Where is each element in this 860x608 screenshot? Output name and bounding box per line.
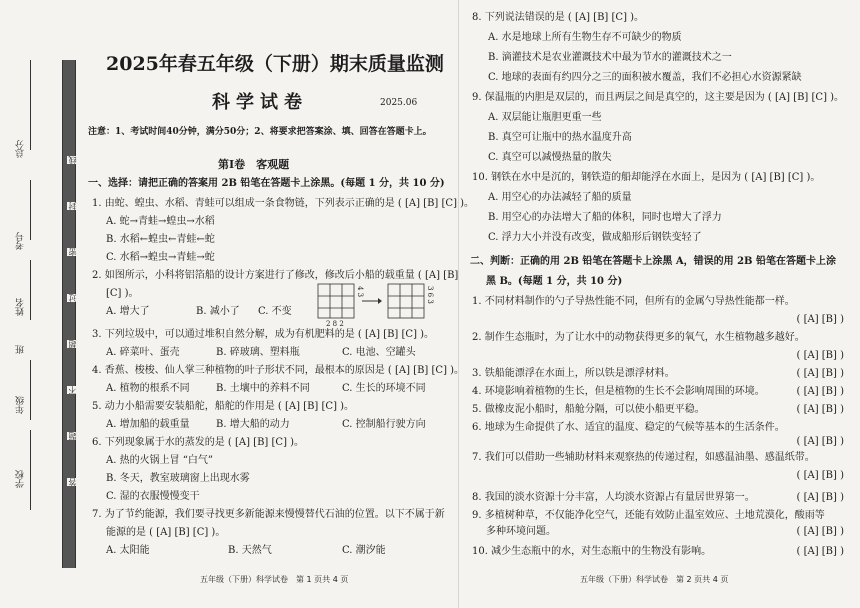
part1-heading: 第Ⅰ卷 客观题: [218, 158, 290, 171]
exam-notice: 注意：1、考试时间40分钟，满分50分；2、将要求把答案涂、填、回答在答题卡上。: [88, 127, 432, 137]
seal-char: 线: [68, 156, 77, 164]
question-5-option-b: B. 增大船的动力: [216, 419, 290, 430]
section2-title-cont: 黑 B。(每题 1 分，共 10 分): [486, 276, 623, 287]
page-divider: [458, 0, 459, 608]
judgement-item-7: 7. 我们可以借助一些辅助材料来观察热的传递过程，如感温油墨、感温纸带。: [472, 452, 815, 463]
question-6-option-a: A. 热的火锅上冒 “白气”: [106, 455, 213, 466]
question-10-option-b: B. 用空心的办法增大了船的体积，同时也增大了浮力: [488, 212, 722, 223]
question-8-option-b: B. 滴灌技术是农业灌溉技术中最为节水的灌溉技术之一: [488, 52, 732, 63]
section2-title: 二、判断：正确的用 2B 铅笔在答题卡上涂黑 A，错误的用 2B 铅笔在答题卡上涂: [470, 256, 836, 267]
question-8-stem: 8. 下列说法错误的是 ( [A] [B] [C] )。: [472, 12, 645, 23]
judgement-list: [472, 296, 844, 560]
question-4-stem: 4. 香蕉、梭梭、仙人掌三种植物的叶子形状不同，最根本的原因是 ( [A] [B] [C] )。: [92, 365, 465, 376]
question-10-option-a: A. 用空心的办法减轻了船的质量: [488, 192, 632, 203]
exam-title: 2025年春五年级（下册）期末质量监测: [106, 53, 444, 75]
exam-subtitle: 科学试卷: [212, 92, 308, 113]
judgement-mark-4: ( [A] [B] ): [796, 386, 844, 397]
judgement-item-10: 10. 减少生态瓶中的水，对生态瓶中的生物没有影响。: [472, 546, 712, 557]
judgement-mark-6: ( [A] [B] ): [796, 436, 844, 447]
question-5-option-a: A. 增加船的载重量: [106, 419, 190, 430]
question-2-option-a: A. 增大了: [106, 306, 150, 317]
question-9-option-b: B. 真空可让瓶中的热水温度升高: [488, 132, 632, 143]
question-6-option-c: C. 湿的衣服慢慢变干: [106, 491, 200, 502]
section1-title: 一、选择：请把正确的答案用 2B 铅笔在答题卡上涂黑。(每题 1 分，共 10 分): [88, 178, 445, 189]
question-7-option-a: A. 太阳能: [106, 545, 150, 556]
question-5-stem: 5. 动力小船需要安装船舵，船舵的作用是 ( [A] [B] [C] )。: [92, 401, 355, 412]
exam-date: 2025.06: [380, 98, 418, 108]
question-4-option-a: A. 植物的根系不同: [106, 383, 190, 394]
figure-left-dims: 2 8 2: [326, 320, 344, 328]
question-9-option-c: C. 真空可以减慢热量的散失: [488, 152, 612, 163]
strip-label-examno: 考号: [16, 232, 26, 250]
question-3-stem: 3. 下列垃圾中，可以通过堆积自然分解，成为有机肥料的是 ( [A] [B] [C] )。: [92, 329, 435, 340]
strip-label-grade: 年级: [16, 396, 26, 414]
question-7-option-c: C. 潮汐能: [342, 545, 386, 556]
question-3-option-c: C. 电池、空罐头: [342, 347, 416, 358]
score-line: [30, 60, 31, 150]
question-7-option-b: B. 天然气: [228, 545, 272, 556]
question-1-option-b: B. 水稻←蝗虫←青蛙←蛇: [106, 234, 215, 245]
figure-left-side: 4 3: [356, 286, 364, 298]
judgement-item-4: 4. 环境影响着植物的生长，但是植物的生长不会影响周围的环境。: [472, 386, 765, 397]
question-4-option-c: C. 生长的环境不同: [342, 383, 426, 394]
judgement-mark-3: ( [A] [B] ): [796, 368, 844, 379]
question-7-stem: 7. 为了节约能源，我们要寻找更多新能源来慢慢替代石油的位置。以下不属于新: [92, 509, 445, 520]
name-line: [30, 260, 31, 320]
seal-char: 不: [68, 386, 77, 394]
judgement-item-9: 9. 多植树种草，不仅能净化空气，还能有效防止温室效应、土地荒漠化，酸雨等: [472, 510, 825, 521]
judgement-item-5: 5. 做橡皮泥小船时，船舱分隔，可以使小船更平稳。: [472, 404, 705, 415]
question-3-option-b: B. 碎玻璃、塑料瓶: [216, 347, 300, 358]
footer-right: 五年级（下册）科学试卷 第 2 页共 4 页: [580, 575, 729, 584]
judgement-mark-1: ( [A] [B] ): [796, 314, 844, 325]
judgement-item-2: 2. 制作生态瓶时，为了让水中的动物获得更多的氧气，水生植物越多越好。: [472, 332, 805, 343]
question-1-option-a: A. 蛇→青蛙→蝗虫→水稻: [106, 216, 215, 227]
judgement-mark-8: ( [A] [B] ): [796, 492, 844, 503]
question-8-option-a: A. 水是地球上所有生物生存不可缺少的物质: [488, 32, 682, 43]
judgement-item-6: 6. 地球为生命提供了水、适宜的温度、稳定的气候等基本的生活条件。: [472, 422, 785, 433]
school-line: [30, 430, 31, 510]
judgement-mark-7: ( [A] [B] ): [796, 470, 844, 481]
strip-label-total: 总分: [16, 140, 26, 158]
strip-label-class: 班: [16, 345, 26, 354]
question-6-stem: 6. 下列现象属于水的蒸发的是 ( [A] [B] [C] )。: [92, 437, 305, 448]
seal-char: 密: [68, 248, 77, 256]
question-3-option-a: A. 碎菜叶、蛋壳: [106, 347, 180, 358]
question-4-option-b: B. 土壤中的养料不同: [216, 383, 310, 394]
seal-char: 过: [68, 294, 77, 302]
question-2-stem: 2. 如图所示，小科将铝箔船的设计方案进行了修改，修改后小船的载重量 ( [A] [B]: [92, 270, 459, 281]
seal-band: [62, 60, 76, 568]
judgement-item-9-cont: 多种环境问题。: [486, 526, 556, 537]
judgement-mark-10: ( [A] [B] ): [796, 546, 844, 557]
strip-label-name: 姓名: [16, 298, 26, 316]
judgement-mark-2: ( [A] [B] ): [796, 350, 844, 361]
seal-char: 超: [68, 340, 77, 348]
question-1-option-c: C. 水稻→蝗虫→青蛙→蛇: [106, 252, 215, 263]
question-9-stem: 9. 保温瓶的内胆是双层的，而且两层之间是真空的，这主要是因为 ( [A] [B] [C] )。: [472, 92, 845, 103]
question-2-stem-cont: [C] )。: [106, 288, 139, 299]
judgement-item-3: 3. 铁船能漂浮在水面上，所以铁是漂浮材料。: [472, 368, 675, 379]
question-1-stem: 1. 由蛇、蝗虫、水稻、青蛙可以组成一条食物链，下列表示正确的是 ( [A] [B] [C] )。: [92, 198, 475, 209]
exam-no-line: [30, 180, 31, 240]
question-9-option-a: A. 双层能让瓶胆更重一些: [488, 112, 602, 123]
question-5-option-c: C. 控制船行驶方向: [342, 419, 426, 430]
question-10-stem: 10. 钢铁在水中是沉的，钢铁造的船却能浮在水面上，是因为 ( [A] [B] [C] )。: [472, 172, 821, 183]
strip-label-school: 学校: [16, 470, 26, 488]
boat-design-figure: [316, 282, 434, 328]
question-6-option-b: B. 冬天，教室玻璃窗上出现水雾: [106, 473, 250, 484]
judgement-item-1: 1. 不同材料制作的勺子导热性能不同，但所有的金属勺导热性能都一样。: [472, 296, 795, 307]
question-7-stem-cont: 能源的是 ( [A] [B] [C] )。: [106, 527, 226, 538]
question-8-option-c: C. 地球的表面有约四分之三的面积被水覆盖，我们不必担心水资源紧缺: [488, 72, 802, 83]
judgement-mark-9: ( [A] [B] ): [796, 526, 844, 537]
seal-char: 题: [68, 432, 77, 440]
footer-left: 五年级（下册）科学试卷 第 1 页共 4 页: [200, 575, 349, 584]
question-10-option-c: C. 浮力大小并没有改变，做成船形后钢铁变轻了: [488, 232, 702, 243]
question-2-option-b: B. 减小了: [196, 306, 240, 317]
judgement-item-8: 8. 我国的淡水资源十分丰富，人均淡水资源占有量居世界第一。: [472, 492, 755, 503]
seal-char: 封: [68, 202, 77, 210]
binding-strip: [0, 0, 80, 608]
grade-line: [30, 360, 31, 420]
figure-right-dims: 3 6 3: [426, 286, 434, 304]
question-2-option-c: C. 不变: [258, 306, 292, 317]
judgement-mark-5: ( [A] [B] ): [796, 404, 844, 415]
seal-char: 答: [68, 478, 77, 486]
